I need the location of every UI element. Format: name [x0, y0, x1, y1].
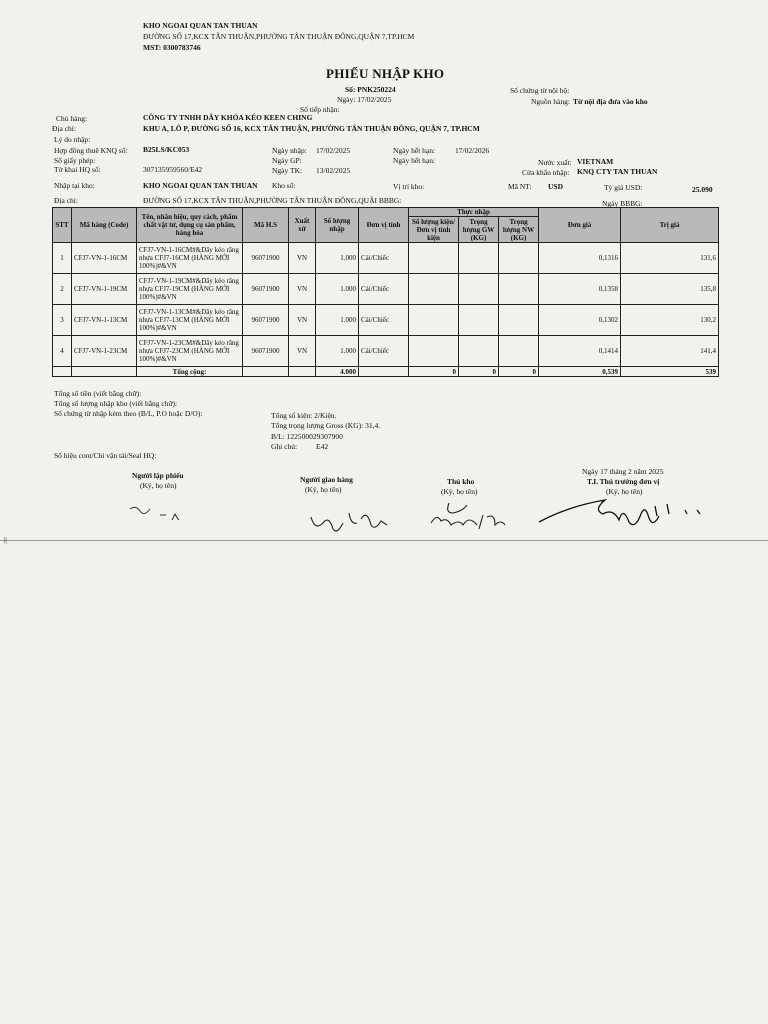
- handover-date-label: Ngày BBBG:: [602, 199, 643, 208]
- warehouse-no-label: Kho số:: [272, 181, 296, 190]
- total-unit-price: 0,539: [539, 367, 621, 377]
- row-stt: 4: [53, 336, 72, 367]
- goods-source-value: Từ nội địa đưa vào kho: [573, 97, 648, 106]
- row-description: CFJ7-VN-1-13CM#&Dây kéo răng nhựa CFJ7-13CM (HÀNG MỚI 100%)#&VN: [137, 305, 243, 336]
- rate-value: 25.090: [692, 185, 713, 194]
- rate-label: Tỷ giá USD:: [604, 183, 643, 192]
- row-net-weight: [499, 274, 539, 305]
- internal-voucher-label: Số chứng từ nội bộ:: [510, 86, 570, 95]
- col-gross-weight: Trọng lượng GW (KG): [459, 217, 499, 243]
- goods-source-label: Nguồn hàng:: [531, 97, 570, 106]
- row-value: 130,2: [621, 305, 719, 336]
- import-date-value: 17/02/2025: [316, 146, 351, 155]
- declaration-date-value: 13/02/2025: [316, 166, 351, 175]
- col-value: Trị giá: [621, 208, 719, 243]
- border-gate-value: KNQ CTY TAN THUAN: [577, 167, 658, 176]
- storekeeper-sub: (Ký, họ tên): [441, 487, 478, 496]
- row-description: CFJ7-VN-1-23CM#&Dây kéo răng nhựa CFJ7-23CM (HÀNG MỚI 100%)#&VN: [137, 336, 243, 367]
- doc-date: Ngày: 17/02/2025: [337, 95, 392, 104]
- import-date-label: Ngày nhập:: [272, 146, 307, 155]
- warehouse-label: Nhập tại kho:: [54, 181, 95, 190]
- row-unit: Cái/Chiếc: [359, 274, 409, 305]
- scan-edge-line: [0, 540, 768, 541]
- storekeeper-title: Thủ kho: [447, 477, 475, 486]
- table-row: [53, 336, 719, 367]
- row-code: CFJ7-VN-1-19CM: [72, 274, 137, 305]
- storekeeper-signature: [425, 493, 510, 533]
- row-unit: Cái/Chiếc: [359, 243, 409, 274]
- row-quantity: 1.000: [316, 243, 359, 274]
- row-stt: 1: [53, 243, 72, 274]
- contract-label: Hợp đồng thuê KNQ số:: [54, 146, 128, 155]
- doc-number: Số: PNK250224: [345, 85, 396, 94]
- col-hs-code: Mã H.S: [243, 208, 289, 243]
- row-hs-code: 96071900: [243, 243, 289, 274]
- table-row: [53, 243, 719, 274]
- currency-value: USD: [548, 182, 564, 191]
- row-net-weight: [499, 243, 539, 274]
- row-description: CFJ7-VN-1-19CM#&Dây kéo răng nhựa CFJ7-19CM (HÀNG MỚI 100%)#&VN: [137, 274, 243, 305]
- row-unit: Cái/Chiếc: [359, 336, 409, 367]
- declaration-date-label: Ngày TK:: [272, 166, 303, 175]
- total-packages: 0: [409, 367, 459, 377]
- head-title: T.L Thủ trưởng đơn vị: [587, 477, 660, 486]
- row-origin: VN: [289, 243, 316, 274]
- row-gross-weight: [459, 274, 499, 305]
- row-unit-price: 0,1414: [539, 336, 621, 367]
- bill-of-lading: B/L: 122500029307900: [271, 432, 343, 441]
- total-gross-weight: 0: [459, 367, 499, 377]
- preparer-signature: [120, 495, 200, 530]
- total-label: Tổng cộng:: [137, 367, 243, 377]
- row-description: CFJ7-VN-1-16CM#&Dây kéo răng nhựa CFJ7-16CM (HÀNG MỚI 100%)#&VN: [137, 243, 243, 274]
- row-quantity: 1.000: [316, 274, 359, 305]
- note-label: Ghi chú:: [271, 442, 298, 451]
- contract-value: B25LS/KC053: [143, 145, 190, 154]
- col-origin: Xuất xứ: [289, 208, 316, 243]
- total-quantity: 4.000: [316, 367, 359, 377]
- row-gross-weight: [459, 305, 499, 336]
- export-country-label: Nước xuất:: [538, 158, 572, 167]
- row-code: CFJ7-VN-1-23CM: [72, 336, 137, 367]
- row-origin: VN: [289, 274, 316, 305]
- expiry-label: Ngày hết hạn:: [393, 146, 436, 155]
- row-packages: [409, 274, 459, 305]
- address-label: Địa chỉ:: [52, 124, 76, 133]
- col-quantity: Số lượng nhập: [316, 208, 359, 243]
- location-label: Vị trí kho:: [393, 182, 425, 191]
- currency-label: Mã NT:: [508, 182, 532, 191]
- row-hs-code: 96071900: [243, 305, 289, 336]
- deliverer-sub: (Ký, họ tên): [305, 485, 342, 494]
- table-row: [53, 274, 719, 305]
- row-code: CFJ7-VN-1-13CM: [72, 305, 137, 336]
- reason-label: Lý do nhập:: [54, 135, 91, 144]
- col-actual-group: Thực nhập: [409, 208, 539, 217]
- col-packages: Số lượng kiện/ Đơn vị tính kiện: [409, 217, 459, 243]
- items-table: [52, 207, 719, 377]
- page-title: PHIẾU NHẬP KHO: [326, 66, 445, 81]
- col-net-weight: Trọng lượng NW (KG): [499, 217, 539, 243]
- sign-date: Ngày 17 tháng 2 năm 2025: [582, 467, 664, 476]
- row-packages: [409, 243, 459, 274]
- row-origin: VN: [289, 336, 316, 367]
- row-hs-code: 96071900: [243, 336, 289, 367]
- col-description: Tên, nhãn hiệu, quy cách, phẩm chất vật tư, dụng cụ sản phẩm, hàng hóa: [137, 208, 243, 243]
- company-address: ĐƯỜNG SỐ 17,KCX TÂN THUẬN,PHƯỜNG TÂN THUẬN ĐÔNG,QUẬN 7,TP.HCM: [143, 32, 415, 41]
- row-packages: [409, 336, 459, 367]
- director-signature: [535, 492, 715, 537]
- row-gross-weight: [459, 243, 499, 274]
- owner-value: CÔNG TY TNHH DÂY KHÓA KÉO KEEN CHING: [143, 113, 313, 122]
- permit-date-label: Ngày GP:: [272, 156, 302, 165]
- deliverer-signature: [305, 505, 400, 540]
- col-unit: Đơn vị tính: [359, 208, 409, 243]
- preparer-title: Người lập phiếu: [132, 471, 184, 480]
- address2-label: Địa chỉ:: [54, 196, 78, 205]
- row-stt: 2: [53, 274, 72, 305]
- expiry2-label: Ngày hết hạn:: [393, 156, 436, 165]
- export-country-value: VIETNAM: [577, 157, 614, 166]
- receipt-number-label: Số tiếp nhận:: [300, 105, 340, 114]
- gross-weight-note: Tổng trọng lượng Gross (KG): 31,4.: [271, 421, 381, 430]
- row-net-weight: [499, 305, 539, 336]
- row-value: 131,6: [621, 243, 719, 274]
- deliverer-title: Người giao hàng: [300, 475, 353, 484]
- total-row: [53, 367, 719, 377]
- total-net-weight: 0: [499, 367, 539, 377]
- total-packages-note: Tổng số kiện: 2/Kiện.: [271, 411, 337, 420]
- row-origin: VN: [289, 305, 316, 336]
- row-stt: 3: [53, 305, 72, 336]
- scan-edge-mark: ||: [4, 536, 7, 544]
- col-stt: STT: [53, 208, 72, 243]
- row-value: 135,8: [621, 274, 719, 305]
- row-code: CFJ7-VN-1-16CM: [72, 243, 137, 274]
- row-unit-price: 0,1302: [539, 305, 621, 336]
- col-code: Mã hàng (Code): [72, 208, 137, 243]
- row-value: 141,4: [621, 336, 719, 367]
- total-value: 539: [621, 367, 719, 377]
- note-value: E42: [316, 442, 329, 451]
- owner-label: Chủ hàng:: [56, 114, 88, 123]
- declaration-label: Tờ khai HQ số:: [54, 165, 101, 174]
- address2-value: ĐƯỜNG SỐ 17,KCX TÂN THUẬN,PHƯỜNG TÂN THUẬN ĐÔNG,QUẬI BBBG:: [143, 196, 402, 205]
- total-amount-words: Tổng số tiền (viết bằng chữ):: [54, 389, 142, 398]
- row-hs-code: 96071900: [243, 274, 289, 305]
- row-unit-price: 0,1316: [539, 243, 621, 274]
- row-unit: Cái/Chiếc: [359, 305, 409, 336]
- head-sub: (Ký, họ tên): [606, 487, 643, 496]
- row-quantity: 1.000: [316, 305, 359, 336]
- row-unit-price: 0,1358: [539, 274, 621, 305]
- declaration-value: 307135959560/E42: [143, 165, 203, 174]
- expiry-value: 17/02/2026: [455, 146, 490, 155]
- row-packages: [409, 305, 459, 336]
- table-row: [53, 305, 719, 336]
- row-gross-weight: [459, 336, 499, 367]
- attached-vouchers: Số chứng từ nhập kèm theo (B/L, P.O hoặc D/O):: [54, 409, 203, 418]
- warehouse-value: KHO NGOAI QUAN TAN THUAN: [143, 181, 258, 190]
- company-tax: MST: 0300783746: [143, 43, 201, 52]
- preparer-sub: (Ký, họ tên): [140, 481, 177, 490]
- border-gate-label: Cửa khẩu nhập:: [522, 168, 570, 177]
- company-name: KHO NGOAI QUAN TAN THUAN: [143, 21, 258, 30]
- container-seal: Số hiệu cont/Chi vận tải/Seal HQ:: [54, 451, 157, 460]
- address-value: KHU A, LÔ P, ĐƯỜNG SỐ 16, KCX TÂN THUẬN, PHƯỜNG TÂN THUẬN ĐÔNG, QUẬN 7, TP.HCM: [143, 124, 480, 133]
- permit-label: Số giấy phép:: [54, 156, 96, 165]
- row-quantity: 1.000: [316, 336, 359, 367]
- row-net-weight: [499, 336, 539, 367]
- col-unit-price: Đơn giá: [539, 208, 621, 243]
- total-quantity-words: Tổng số lượng nhập kho (viết bằng chữ):: [54, 399, 178, 408]
